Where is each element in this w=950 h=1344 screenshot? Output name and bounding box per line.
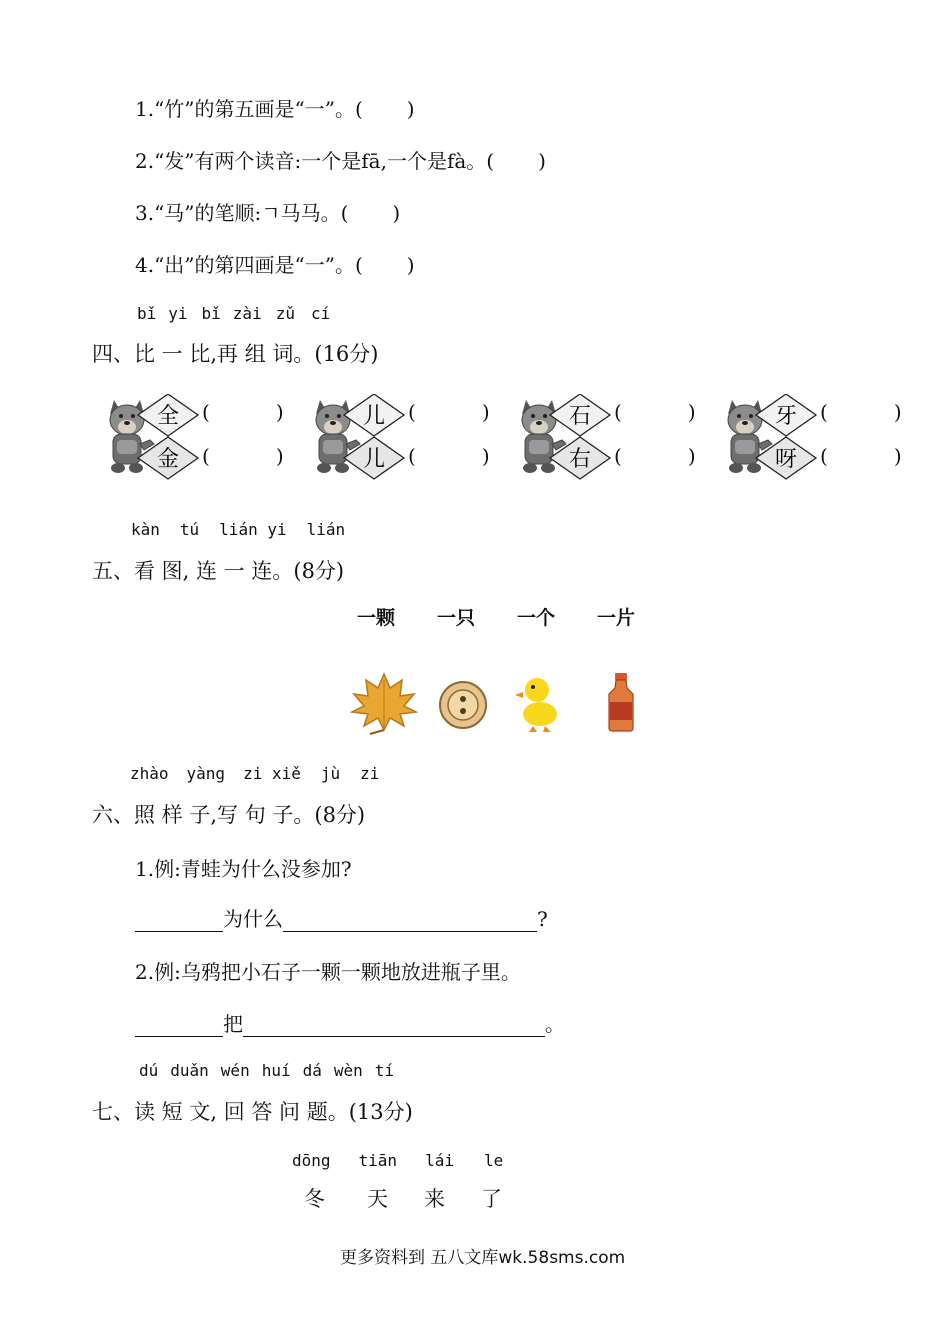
footer-watermark: 更多资料到 五八文库wk.58sms.com bbox=[340, 1248, 626, 1268]
answer-blank[interactable]: ( ) bbox=[408, 444, 490, 468]
duck-icon bbox=[515, 672, 561, 734]
section7-title: 七、读 短 文, 回 答 问 题。(13分) bbox=[92, 1100, 413, 1124]
compare-char: 呀 bbox=[774, 447, 798, 472]
judge-item-1: 1.“竹”的第五画是“一”。( ) bbox=[135, 97, 415, 121]
compare-group bbox=[512, 394, 712, 480]
compare-char: 右 bbox=[568, 447, 592, 472]
compare-char: 儿 bbox=[362, 404, 386, 429]
judge-item-2: 2.“发”有两个读音:一个是fā,一个是fà。( ) bbox=[135, 149, 546, 173]
measure-word: 一片 bbox=[597, 607, 636, 629]
section5-title: 五、看 图, 连 一 连。(8分) bbox=[92, 559, 345, 583]
answer-blank[interactable]: ( ) bbox=[820, 400, 902, 424]
section4-pinyin: bǐ yi bǐ zài zǔ cí bbox=[137, 304, 331, 323]
story-pinyin: dōng tiān lái le bbox=[292, 1151, 504, 1170]
diamond-pair bbox=[548, 394, 612, 480]
judge-item-4: 4.“出”的第四画是“一”。( ) bbox=[135, 253, 415, 277]
answer-blank[interactable]: ( ) bbox=[820, 444, 902, 468]
example-2: 2.例:乌鸦把小石子一颗一颗地放进瓶子里。 bbox=[135, 960, 521, 984]
answer-line-2: 把 。 bbox=[135, 1008, 565, 1037]
measure-word: 一颗 bbox=[357, 607, 396, 629]
section6-title: 六、照 样 子,写 句 子。(8分) bbox=[92, 803, 366, 827]
blank-line[interactable] bbox=[135, 1014, 223, 1037]
compare-char: 石 bbox=[568, 404, 592, 429]
diamond-pair bbox=[754, 394, 818, 480]
answer-blank[interactable]: ( ) bbox=[202, 400, 284, 424]
blank-line[interactable] bbox=[243, 1014, 545, 1037]
compare-group bbox=[100, 394, 300, 480]
measure-word: 一只 bbox=[437, 607, 476, 629]
bottle-icon bbox=[605, 672, 637, 732]
blank-line[interactable] bbox=[283, 909, 537, 932]
button-icon bbox=[438, 680, 488, 730]
compare-group bbox=[306, 394, 506, 480]
judge-item-3: 3.“马”的笔顺:ㄱ马马。( ) bbox=[135, 201, 401, 225]
compare-char: 全 bbox=[156, 404, 180, 429]
leaf-icon bbox=[350, 670, 418, 736]
answer-blank[interactable]: ( ) bbox=[408, 400, 490, 424]
compare-group bbox=[718, 394, 918, 480]
measure-word: 一个 bbox=[517, 607, 556, 629]
diamond-pair bbox=[136, 394, 200, 480]
compare-char: 牙 bbox=[774, 404, 798, 429]
answer-line-1: 为什么 ? bbox=[135, 903, 548, 932]
section5-pinyin: kàn tú lián yi lián bbox=[131, 520, 346, 539]
section7-pinyin: dú duǎn wén huí dá wèn tí bbox=[139, 1061, 395, 1080]
section6-pinyin: zhào yàng zi xiě jù zi bbox=[130, 764, 380, 783]
story-title: 冬 天 来 了 bbox=[304, 1187, 502, 1211]
blank-line[interactable] bbox=[135, 909, 223, 932]
answer-blank[interactable]: ( ) bbox=[202, 444, 284, 468]
compare-char: 金 bbox=[156, 447, 180, 472]
compare-char: 儿 bbox=[362, 447, 386, 472]
answer-blank[interactable]: ( ) bbox=[614, 444, 696, 468]
example-1: 1.例:青蛙为什么没参加? bbox=[135, 857, 352, 881]
answer-blank[interactable]: ( ) bbox=[614, 400, 696, 424]
section4-title: 四、比 一 比,再 组 词。(16分) bbox=[92, 342, 379, 366]
diamond-pair bbox=[342, 394, 406, 480]
